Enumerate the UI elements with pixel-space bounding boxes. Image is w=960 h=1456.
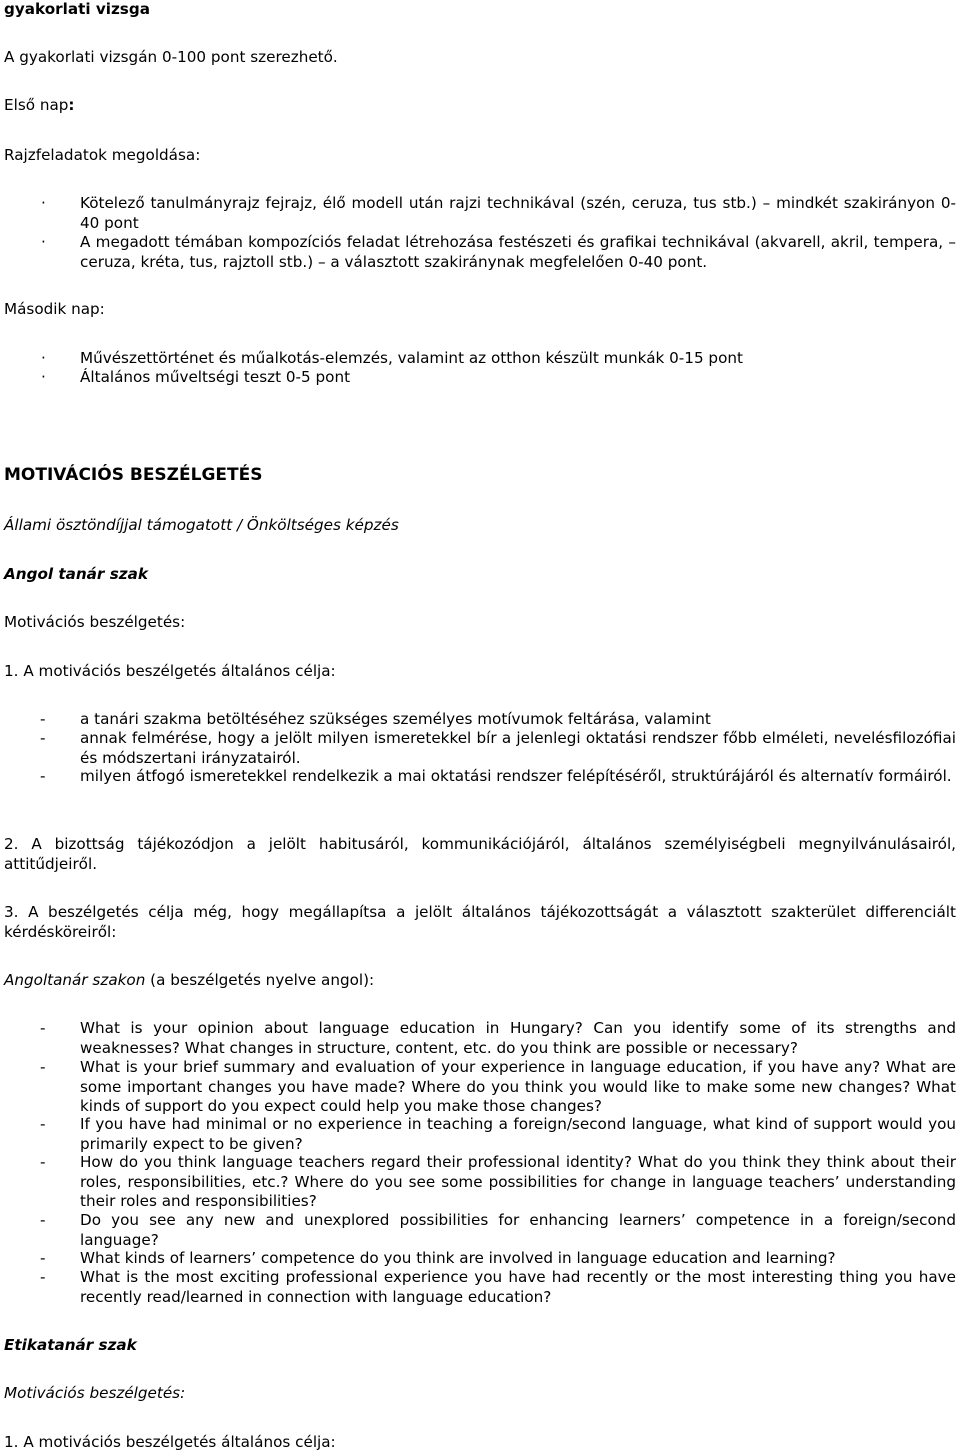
dash-marker: - [40, 1211, 46, 1229]
day1-heading [4, 96, 956, 116]
list-item-text: What is your brief summary and evaluation of your experience in language education, if you have any? What are some important changes you have made? Where do you think you would like to make some new changes? What kinds of support do you expect could help you make those changes? [80, 1058, 956, 1115]
list-item [4, 368, 956, 388]
list-item-text: annak felmérése, hogy a jelölt milyen ismeretekkel bír a jelenlegi oktatási rendszer főbb elméleti, nevelésfilozófiai és módszertani irányzatairól. [80, 729, 956, 767]
motivation-label: Motivációs beszélgetés: [4, 1384, 186, 1402]
dash-marker: - [40, 767, 46, 785]
dash-marker: - [40, 1115, 46, 1133]
list-item [4, 729, 956, 768]
goal3-text: 3. A beszélgetés célja még, hogy megállapítsa a jelölt általános tájékozottságát a választott szakterület differenciált kérdésköreiről: [4, 903, 956, 941]
list-item-text: a tanári szakma betöltéséhez szükséges személyes motívumok feltárása, valamint [80, 710, 711, 728]
list-item-text: milyen átfogó ismeretekkel rendelkezik a mai oktatási rendszer felépítéséről, struktúrájáról és alternatív formáiról. [80, 767, 952, 785]
list-item [4, 767, 956, 787]
english-interview-label-rest: (a beszélgetés nyelve angol): [145, 971, 375, 989]
list-item [4, 1268, 956, 1307]
dash-marker: - [40, 1058, 46, 1076]
dash-marker: - [40, 1153, 46, 1171]
motivation-label: Motivációs beszélgetés: [4, 613, 186, 631]
list-item [4, 1019, 956, 1058]
list-item-text: Általános műveltségi teszt 0-5 pont [80, 368, 351, 386]
bullet-marker: · [41, 194, 46, 212]
list-item-text: If you have had minimal or no experience in teaching a foreign/second language, what kind of support would you primarily expect to be given? [80, 1115, 956, 1153]
english-interview-label-italic: Angoltanár szakon [4, 971, 146, 989]
section-title: MOTIVÁCIÓS BESZÉLGETÉS [4, 465, 263, 485]
goal1-heading: 1. A motivációs beszélgetés általános célja: [4, 662, 336, 680]
list-item [4, 1249, 956, 1269]
drawing-heading: Rajzfeladatok megoldása: [4, 146, 201, 164]
list-item-text: What kinds of learners’ competence do you think are involved in language education and learning? [80, 1249, 836, 1267]
list-item-text: Do you see any new and unexplored possibilities for enhancing learners’ competence in a foreign/second language? [80, 1211, 956, 1249]
dash-marker: - [40, 729, 46, 747]
list-item-text: Kötelező tanulmányrajz fejrajz, élő modell után rajzi technikával (szén, ceruza, tus stb.) – mindkét szakirányon 0-40 pont [80, 194, 956, 232]
list-item-text: How do you think language teachers regard their professional identity? What do you think they think about their roles, responsibilities, etc.? Where do you see some possibilities for change in language teachers’ understanding their roles and responsibilities? [80, 1153, 956, 1210]
goal2-text: 2. A bizottság tájékozódjon a jelölt habitusáról, kommunikációjáról, általános személyiségbeli megnyilvánulásairól, attitűdjeiről. [4, 835, 956, 873]
day1-label: Első nap [4, 96, 69, 114]
list-item-text: Művészettörténet és műalkotás-elemzés, valamint az otthon készült munkák 0-15 pont [80, 349, 743, 367]
bullet-marker: · [41, 233, 46, 251]
dash-marker: - [40, 710, 46, 728]
funding-type: Állami ösztöndíjjal támogatott / Önköltséges képzés [4, 516, 399, 534]
goal1-heading: 1. A motivációs beszélgetés általános célja: [4, 1433, 336, 1451]
list-item [4, 1153, 956, 1212]
dash-marker: - [40, 1268, 46, 1286]
list-item [4, 1115, 956, 1154]
list-item-text: What is your opinion about language education in Hungary? Can you identify some of its strengths and weaknesses? What changes in structure, content, etc. do you think are possible or necessary? [80, 1019, 956, 1057]
english-interview-label [4, 971, 956, 991]
bullet-marker: · [41, 368, 46, 386]
list-item [4, 710, 956, 730]
bullet-marker: · [41, 349, 46, 367]
program-title-ethics: Etikatanár szak [4, 1336, 137, 1354]
day1-colon: : [68, 96, 75, 114]
list-item-text: A megadott témában kompozíciós feladat létrehozása festészeti és grafikai technikával (akvarell, akril, tempera, – ceruza, kréta, tus, rajztoll stb.) – a választott szakiránynak megfelelően 0-40 pont. [80, 233, 956, 271]
program-title-english: Angol tanár szak [4, 565, 148, 583]
intro-text: A gyakorlati vizsgán 0-100 pont szerezhető. [4, 48, 338, 66]
dash-marker: - [40, 1019, 46, 1037]
page-title: gyakorlati vizsga [4, 0, 150, 18]
dash-marker: - [40, 1249, 46, 1267]
list-item [4, 233, 956, 272]
list-item [4, 194, 956, 233]
day2-heading: Második nap: [4, 300, 105, 318]
list-item [4, 349, 956, 369]
list-item-text: What is the most exciting professional experience you have had recently or the most interesting thing you have recently read/learned in connection with language education? [80, 1268, 956, 1306]
list-item [4, 1211, 956, 1250]
list-item [4, 1058, 956, 1117]
